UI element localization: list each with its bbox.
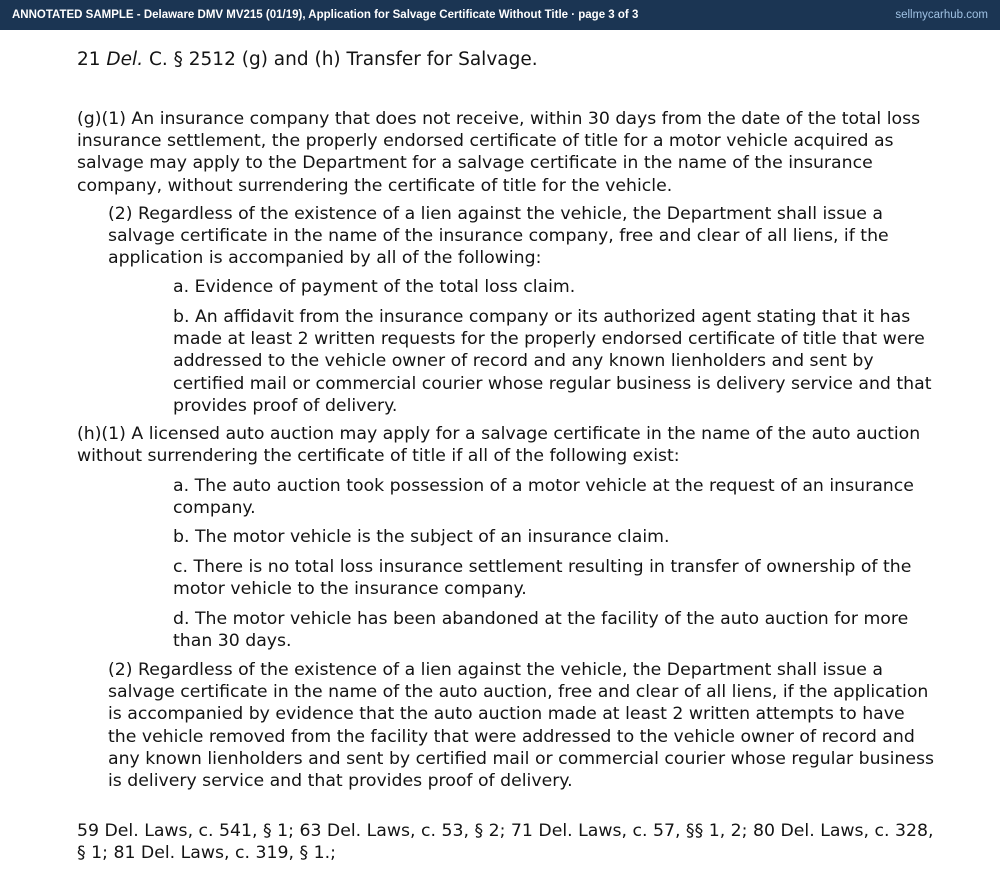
statute-heading (77, 49, 977, 71)
header-site-link[interactable]: sellmycarhub.com (895, 9, 988, 21)
subsection-h2: (2) Regardless of the existence of a lien against the vehicle, the Department shall issue a salvage certificate in the name of the auto auction, free and clear of all liens, if the application is accompanied by evidence that the auto auction made at least 2 written attempts to have the vehicle removed from the facility that were addressed to the vehicle owner of record and any known lienholders and sent by certified mail or commercial courier whose regular business is delivery service and that provides proof of delivery. (108, 660, 934, 792)
document-page (0, 30, 1000, 886)
subsection-g2-item-a: a. Evidence of payment of the total loss claim. (173, 277, 576, 297)
heading-italic: Del. (106, 49, 144, 70)
heading-rest: C. § 2512 (g) and (h) Transfer for Salvage. (143, 49, 538, 70)
subsection-g1: (g)(1) An insurance company that does not receive, within 30 days from the date of the total loss insurance settlement, the properly endorsed certificate of title for a motor vehicle acquired as salvage may apply to the Department for a salvage certificate in the name of the insurance company, without surrendering the certificate of title for the vehicle. (77, 109, 921, 196)
subsection-g2: (2) Regardless of the existence of a lien against the vehicle, the Department shall issue a salvage certificate in the name of the insurance company, free and clear of all liens, if the application is accompanied by all of the following: (108, 204, 889, 269)
subsection-g2-item-b: b. An affidavit from the insurance company or its authorized agent stating that it has made at least 2 written requests for the properly endorsed certificate of title that were addressed to the vehicle owner of record and any known lienholders and sent by certified mail or commercial courier whose regular business is delivery service and that provides proof of delivery. (173, 307, 932, 416)
header-title: ANNOTATED SAMPLE - Delaware DMV MV215 (01/19), Application for Salvage Certificate Without Title · page 3 of 3 (12, 9, 639, 21)
annotation-header-bar (0, 0, 1000, 30)
subsection-h1-item-c: c. There is no total loss insurance settlement resulting in transfer of ownership of the motor vehicle to the insurance company. (173, 557, 912, 600)
legislative-history: 59 Del. Laws, c. 541, § 1; 63 Del. Laws, c. 53, § 2; 71 Del. Laws, c. 57, §§ 1, 2; 80 Del. Laws, c. 328, § 1; 81 Del. Laws, c. 319, § 1.; (77, 821, 934, 864)
subsection-h1-item-b: b. The motor vehicle is the subject of an insurance claim. (173, 527, 670, 547)
subsection-h1: (h)(1) A licensed auto auction may apply for a salvage certificate in the name of the auto auction without surrendering the certificate of title if all of the following exist: (77, 424, 921, 467)
subsection-h1-item-d: d. The motor vehicle has been abandoned at the facility of the auto auction for more than 30 days. (173, 609, 909, 652)
subsection-h1-item-a: a. The auto auction took possession of a motor vehicle at the request of an insurance company. (173, 476, 914, 519)
heading-prefix: 21 (77, 49, 107, 70)
